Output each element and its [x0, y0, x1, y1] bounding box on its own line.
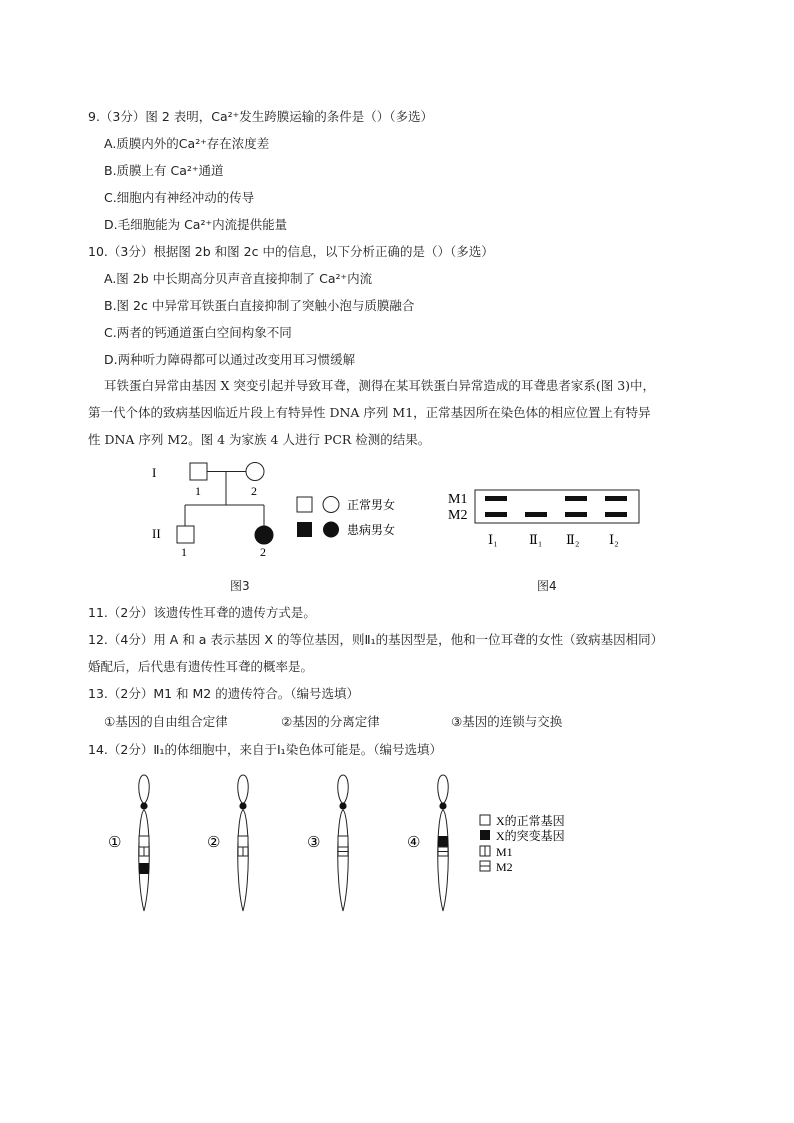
legend-affected-male-icon — [297, 522, 312, 537]
legend-normal-gene-icon — [480, 815, 490, 825]
choice-label-1: ① — [108, 835, 122, 851]
intro-line-2: 第一代个体的致病基因临近片段上有特异性 DNA 序列 M1，正常基因所在染色体的相应位置上有特异 — [88, 405, 651, 420]
individual-II1-normal-male — [177, 526, 194, 543]
band-m2-lane-I2 — [605, 512, 627, 517]
individual-number-I2: 2 — [251, 484, 257, 498]
chromosome-3-normal-gene-box — [338, 836, 348, 847]
q10-option-b: B.图 2c 中异常耳铁蛋白直接抑制了突触小泡与质膜融合 — [104, 298, 415, 313]
figure-3-pedigree — [140, 455, 430, 565]
q11-stem: 11.（2分）该遗传性耳聋的遗传方式是。 — [88, 605, 316, 620]
lane-label-II1: Ⅱ₁ — [529, 532, 543, 547]
lane-label-II2: Ⅱ₂ — [566, 532, 580, 547]
chromosome-2-normal-gene-box — [238, 836, 248, 847]
legend-affected-female-icon — [323, 522, 339, 538]
band-m1-lane-I2 — [605, 496, 627, 501]
chromosome-1-mutant-gene-box — [139, 863, 149, 874]
legend-normal-label: 正常男女 — [347, 498, 396, 512]
lane-label-I1: Ⅰ₁ — [488, 532, 498, 547]
q13-stem: 13.（2分）M1 和 M2 的遗传符合。（编号选填） — [88, 686, 359, 701]
individual-II2-affected-female — [255, 526, 273, 544]
q9-stem: 9.（3分）图 2 表明，Ca²⁺发生跨膜运输的条件是（）（多选） — [88, 109, 434, 124]
row-label-m1: M1 — [448, 492, 468, 507]
q10-option-d: D.两种听力障碍都可以通过改变用耳习惯缓解 — [104, 352, 356, 367]
q13-option-1: ①基因的自由组合定律 — [104, 714, 228, 729]
band-m1-lane-I1 — [485, 496, 507, 501]
individual-number-I1: 1 — [195, 484, 201, 498]
intro-line-3: 性 DNA 序列 M2。图 4 为家族 4 人进行 PCR 检测的结果。 — [88, 432, 431, 447]
generation-label-2: II — [152, 526, 161, 541]
q9-option-c: C.细胞内有神经冲动的传导 — [104, 190, 255, 205]
q13-option-2: ②基因的分离定律 — [281, 714, 380, 729]
q10-stem: 10.（3分）根据图 2b 和图 2c 中的信息，以下分析正确的是（）（多选） — [88, 244, 494, 259]
legend-normal-gene-label: X的正常基因 — [496, 814, 565, 828]
figure-3-caption: 图3 — [230, 579, 250, 593]
choice-label-4: ④ — [407, 835, 421, 851]
legend-m1-label: M1 — [496, 845, 513, 859]
chromosome-4-mutant-gene-box — [438, 836, 448, 847]
intro-paragraph — [88, 372, 713, 453]
individual-number-II2: 2 — [260, 545, 266, 559]
legend-m2-label: M2 — [496, 860, 513, 874]
gel-frame — [475, 490, 639, 523]
q14-stem: 14.（2分）Ⅱ₁的体细胞中，来自于Ⅰ₁染色体可能是。（编号选填） — [88, 742, 442, 757]
intro-line-1: 耳铁蛋白异常由基因 X 突变引起并导致耳聋，测得在某耳铁蛋白异常造成的耳聋患者家系(图 3)中， — [104, 378, 656, 393]
lane-label-I2: Ⅰ₂ — [609, 532, 619, 547]
figure-4-pcr-gel — [445, 483, 645, 548]
band-m2-lane-II2 — [565, 512, 587, 517]
legend-normal-male-icon — [297, 497, 312, 512]
legend-normal-female-icon — [323, 497, 339, 513]
band-m2-lane-II1 — [525, 512, 547, 517]
q12-line-1: 12.（4分）用 A 和 a 表示基因 X 的等位基因，则Ⅱ₁的基因型是，他和一位耳聋的女性（致病基因相同） — [88, 632, 664, 647]
legend-mutant-gene-label: X的突变基因 — [496, 829, 565, 843]
band-m1-lane-II2 — [565, 496, 587, 501]
individual-I1-normal-male — [190, 463, 207, 480]
chromosome-1-normal-gene-box — [139, 836, 149, 847]
band-m2-lane-I1 — [485, 512, 507, 517]
q10-option-a: A.图 2b 中长期高分贝声音直接抑制了 Ca²⁺内流 — [104, 271, 373, 286]
choice-label-3: ③ — [307, 835, 321, 851]
choice-label-2: ② — [207, 835, 221, 851]
q9-option-d: D.毛细胞能为 Ca²⁺内流提供能量 — [104, 217, 288, 232]
q9-option-a: A.质膜内外的Ca²⁺存在浓度差 — [104, 136, 270, 151]
figure-4-caption: 图4 — [537, 579, 557, 593]
row-label-m2: M2 — [448, 508, 468, 523]
legend-mutant-gene-icon — [480, 830, 490, 840]
generation-label-1: I — [152, 465, 157, 480]
q12-line-2: 婚配后，后代患有遗传性耳聋的概率是。 — [88, 659, 314, 674]
q13-option-3: ③基因的连锁与交换 — [451, 714, 563, 729]
q10-option-c: C.两者的钙通道蛋白空间构象不同 — [104, 325, 292, 340]
legend-affected-label: 患病男女 — [347, 523, 396, 537]
chromosome-figure — [100, 770, 600, 920]
individual-number-II1: 1 — [181, 545, 187, 559]
q9-option-b: B.质膜上有 Ca²⁺通道 — [104, 163, 224, 178]
individual-I2-normal-female — [246, 463, 264, 481]
